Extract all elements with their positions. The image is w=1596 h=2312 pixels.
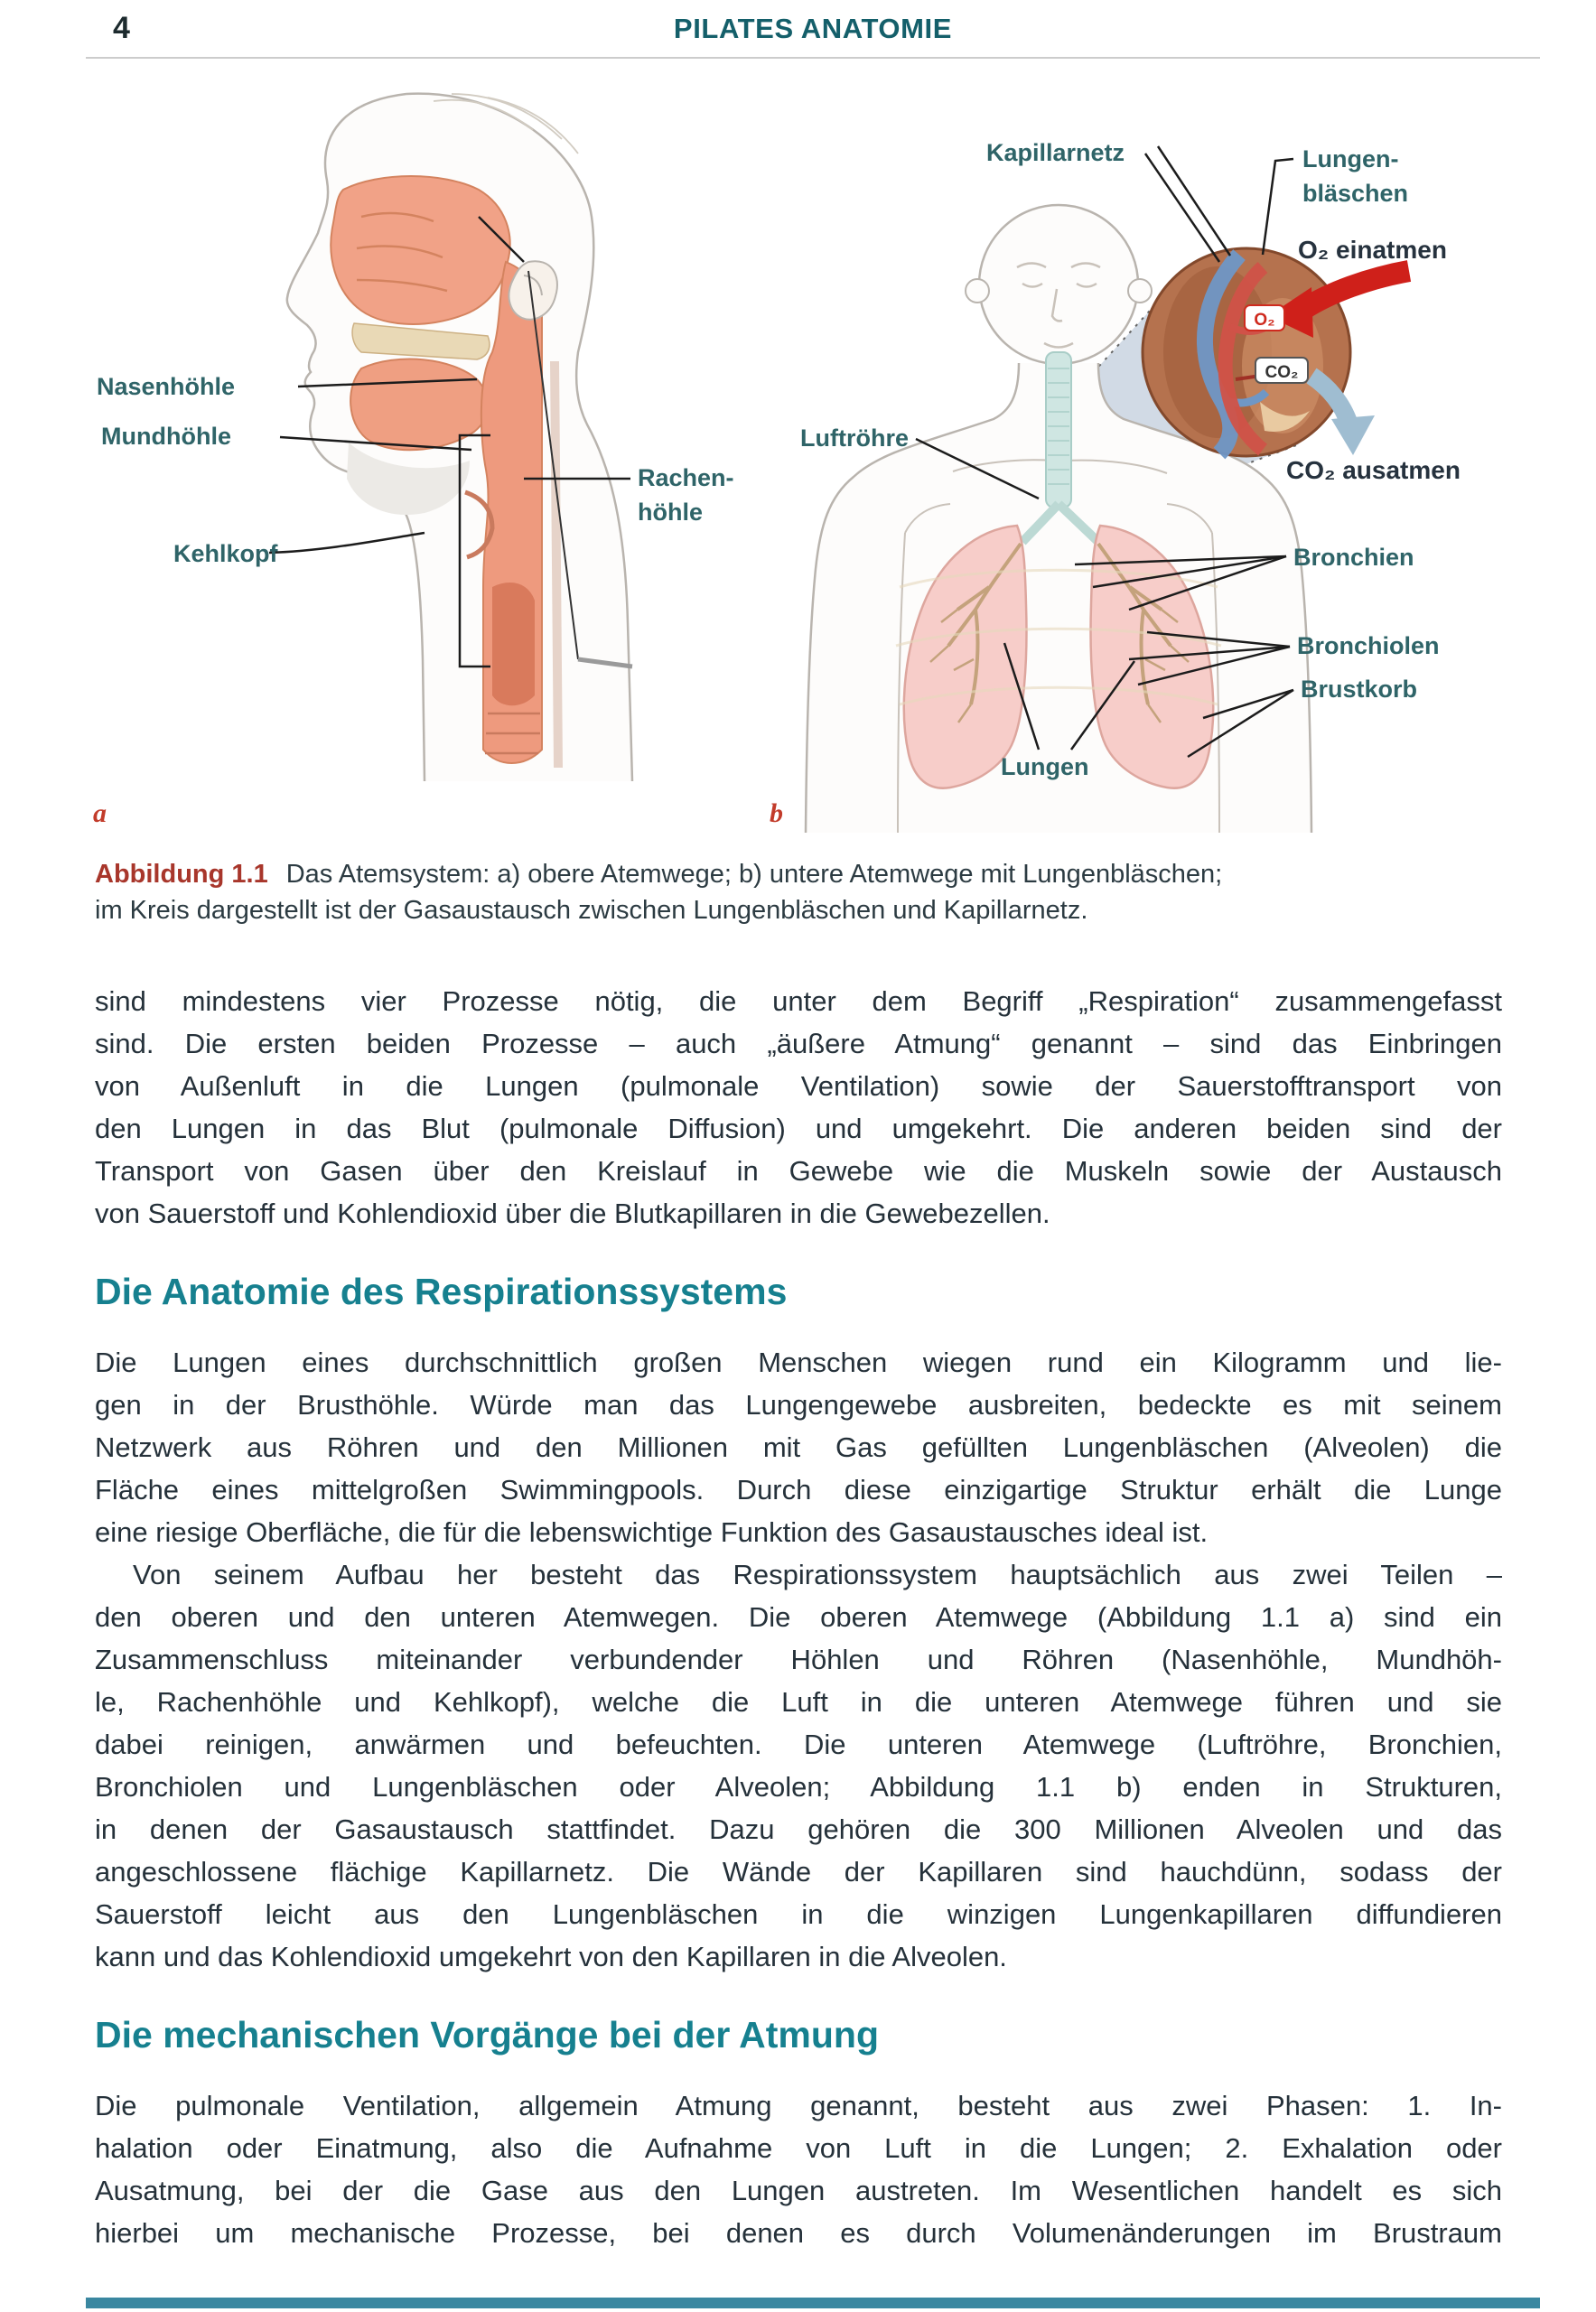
label-nasenhoehle: Nasenhöhle	[97, 373, 236, 400]
label-bronchiolen: Bronchiolen	[1297, 632, 1440, 659]
caption-line-1	[95, 856, 1502, 892]
text-line: Fläche eines mittelgroßen Swimmingpools. Durch diese einzigartige Struktur erhält die Lunge	[95, 1474, 1502, 1506]
caption-text-1: Das Atemsystem: a) obere Atemwege; b) untere Atemwege mit Lungenbläschen;	[285, 860, 1223, 889]
label-mundhoehle: Mundhöhle	[101, 423, 231, 450]
ear-left	[966, 279, 989, 303]
caption-label: Abbildung 1.1	[95, 860, 268, 889]
text-line: sind. Die ersten beiden Prozesse – auch „äußere Atmung“ genannt – sind das Einbringen	[95, 1028, 1502, 1059]
co2-badge: CO₂	[1265, 363, 1299, 382]
text-line: le, Rachenhöhle und Kehlkopf), welche die Luft in die unteren Atemwege führen und sie	[95, 1686, 1502, 1718]
text-line: Transport von Gasen über den Kreislauf in Gewebe wie die Muskeln sowie der Austausch	[95, 1155, 1502, 1187]
larynx	[492, 583, 535, 705]
illustration-torso-lungs	[800, 139, 1461, 833]
section-heading: Die mechanischen Vorgänge bei der Atmung	[95, 2014, 880, 2056]
text-line: kann und das Kohlendioxid umgekehrt von den Kapillaren in die Alveolen.	[95, 1941, 1007, 1972]
figure-caption	[95, 856, 1502, 928]
section-heading: Die Anatomie des Respirationssystems	[95, 1271, 788, 1312]
text-line: hierbei um mechanische Prozesse, bei denen es durch Volumenänderungen im Brustraum	[95, 2217, 1502, 2249]
text-line: in denen der Gasaustausch stattfindet. Dazu gehören die 300 Millionen Alveolen und das	[95, 1813, 1502, 1845]
text-line: gen in der Brusthöhle. Würde man das Lungengewebe ausbreiten, bedeckte es mit seinem	[95, 1389, 1502, 1421]
label-lungenblaeschen-line2: bläschen	[1302, 180, 1409, 207]
esophagus	[555, 361, 558, 768]
leader-lungenblaeschen	[1263, 159, 1293, 255]
text-line: von Sauerstoff und Kohlendioxid über die Blutkapillaren in die Gewebezellen.	[95, 1198, 1050, 1229]
text-line: den Lungen in das Blut (pulmonale Diffusion) und umgekehrt. Die anderen beiden sind der	[95, 1113, 1502, 1144]
text-line: von Außenluft in die Lungen (pulmonale Ventilation) sowie der Sauerstofftransport von	[95, 1070, 1502, 1102]
text-line: Die pulmonale Ventilation, allgemein Atmung genannt, besteht aus zwei Phasen: 1. In-	[95, 2090, 1502, 2121]
body-text	[95, 980, 1502, 2254]
label-kapillarnetz: Kapillarnetz	[986, 139, 1125, 166]
caption-line-2: im Kreis dargestellt ist der Gasaustausch zwischen Lungenbläschen und Kapillarnetz.	[95, 896, 1088, 925]
text-line: Von seinem Aufbau her besteht das Respirationssystem hauptsächlich aus zwei Teilen –	[133, 1559, 1502, 1590]
text-line: Sauerstoff leicht aus den Lungenbläschen in die winzigen Lungenkapillaren diffundieren	[95, 1898, 1502, 1930]
page-number: 4	[113, 11, 130, 45]
label-co2-ausatmen: CO₂ ausatmen	[1286, 456, 1461, 484]
illustration-head-sagittal	[97, 94, 734, 781]
label-lungen: Lungen	[1001, 753, 1089, 780]
text-line: Zusammenschluss miteinander verbundender Höhlen und Röhren (Nasenhöhle, Mundhöh-	[95, 1644, 1502, 1675]
co2-arrowhead	[1331, 415, 1375, 455]
text-line: angeschlossene flächige Kapillarnetz. Die Wände der Kapillaren sind hauchdünn, sodass der	[95, 1856, 1502, 1888]
label-rachenhoehle-line2: höhle	[638, 499, 703, 526]
label-o2-einatmen: O₂ einatmen	[1298, 236, 1447, 264]
label-brustkorb: Brustkorb	[1301, 676, 1418, 703]
text-line: Die Lungen eines durchschnittlich großen Menschen wiegen rund ein Kilogramm und lie-	[95, 1347, 1502, 1378]
leader-kapillarnetz-2	[1158, 146, 1230, 256]
text-line: halation oder Einatmung, also die Aufnahme von Luft in die Lungen; 2. Exhalation oder	[95, 2132, 1502, 2164]
label-rachenhoehle-line1: Rachen-	[638, 464, 734, 491]
footer-rule	[86, 2298, 1540, 2308]
ear-right	[1128, 279, 1152, 303]
running-header-title: PILATES ANATOMIE	[673, 13, 953, 44]
o2-badge: O₂	[1254, 311, 1275, 330]
leader-kehlkopf	[269, 533, 425, 553]
alveolus-inset	[1143, 248, 1409, 456]
figure-panel-a-letter: a	[93, 798, 107, 828]
text-line: eine riesige Oberfläche, die für die lebenswichtige Funktion des Gasaustausches ideal ist.	[95, 1516, 1209, 1548]
label-lungenblaeschen-line1: Lungen-	[1302, 145, 1399, 172]
text-line: dabei reinigen, anwärmen und befeuchten. Die unteren Atemwege (Luftröhre, Bronchien,	[95, 1729, 1502, 1760]
text-line: den oberen und den unteren Atemwegen. Die oberen Atemwege (Abbildung 1.1 a) sind ein	[95, 1601, 1502, 1633]
label-luftroehre: Luftröhre	[800, 424, 909, 452]
header-rule	[86, 57, 1540, 59]
text-line: Netzwerk aus Röhren und den Millionen mit Gas gefüllten Lungenbläschen (Alveolen) die	[95, 1431, 1502, 1463]
label-kehlkopf: Kehlkopf	[173, 540, 278, 567]
label-bronchien: Bronchien	[1293, 544, 1414, 571]
text-line: Ausatmung, bei der die Gase aus den Lungen austreten. Im Wesentlichen handelt es sich	[95, 2175, 1502, 2206]
figure-panel-b-letter: b	[770, 798, 783, 828]
head	[979, 205, 1138, 364]
figure-1-1	[0, 81, 1596, 849]
leader-kapillarnetz-1	[1145, 154, 1219, 262]
text-line: sind mindestens vier Prozesse nötig, die unter dem Begriff „Respiration“ zusammengefasst	[95, 985, 1502, 1017]
o2-arrow	[1304, 271, 1409, 309]
text-line: Bronchiolen und Lungenbläschen oder Alveolen; Abbildung 1.1 b) enden in Strukturen,	[95, 1771, 1502, 1803]
